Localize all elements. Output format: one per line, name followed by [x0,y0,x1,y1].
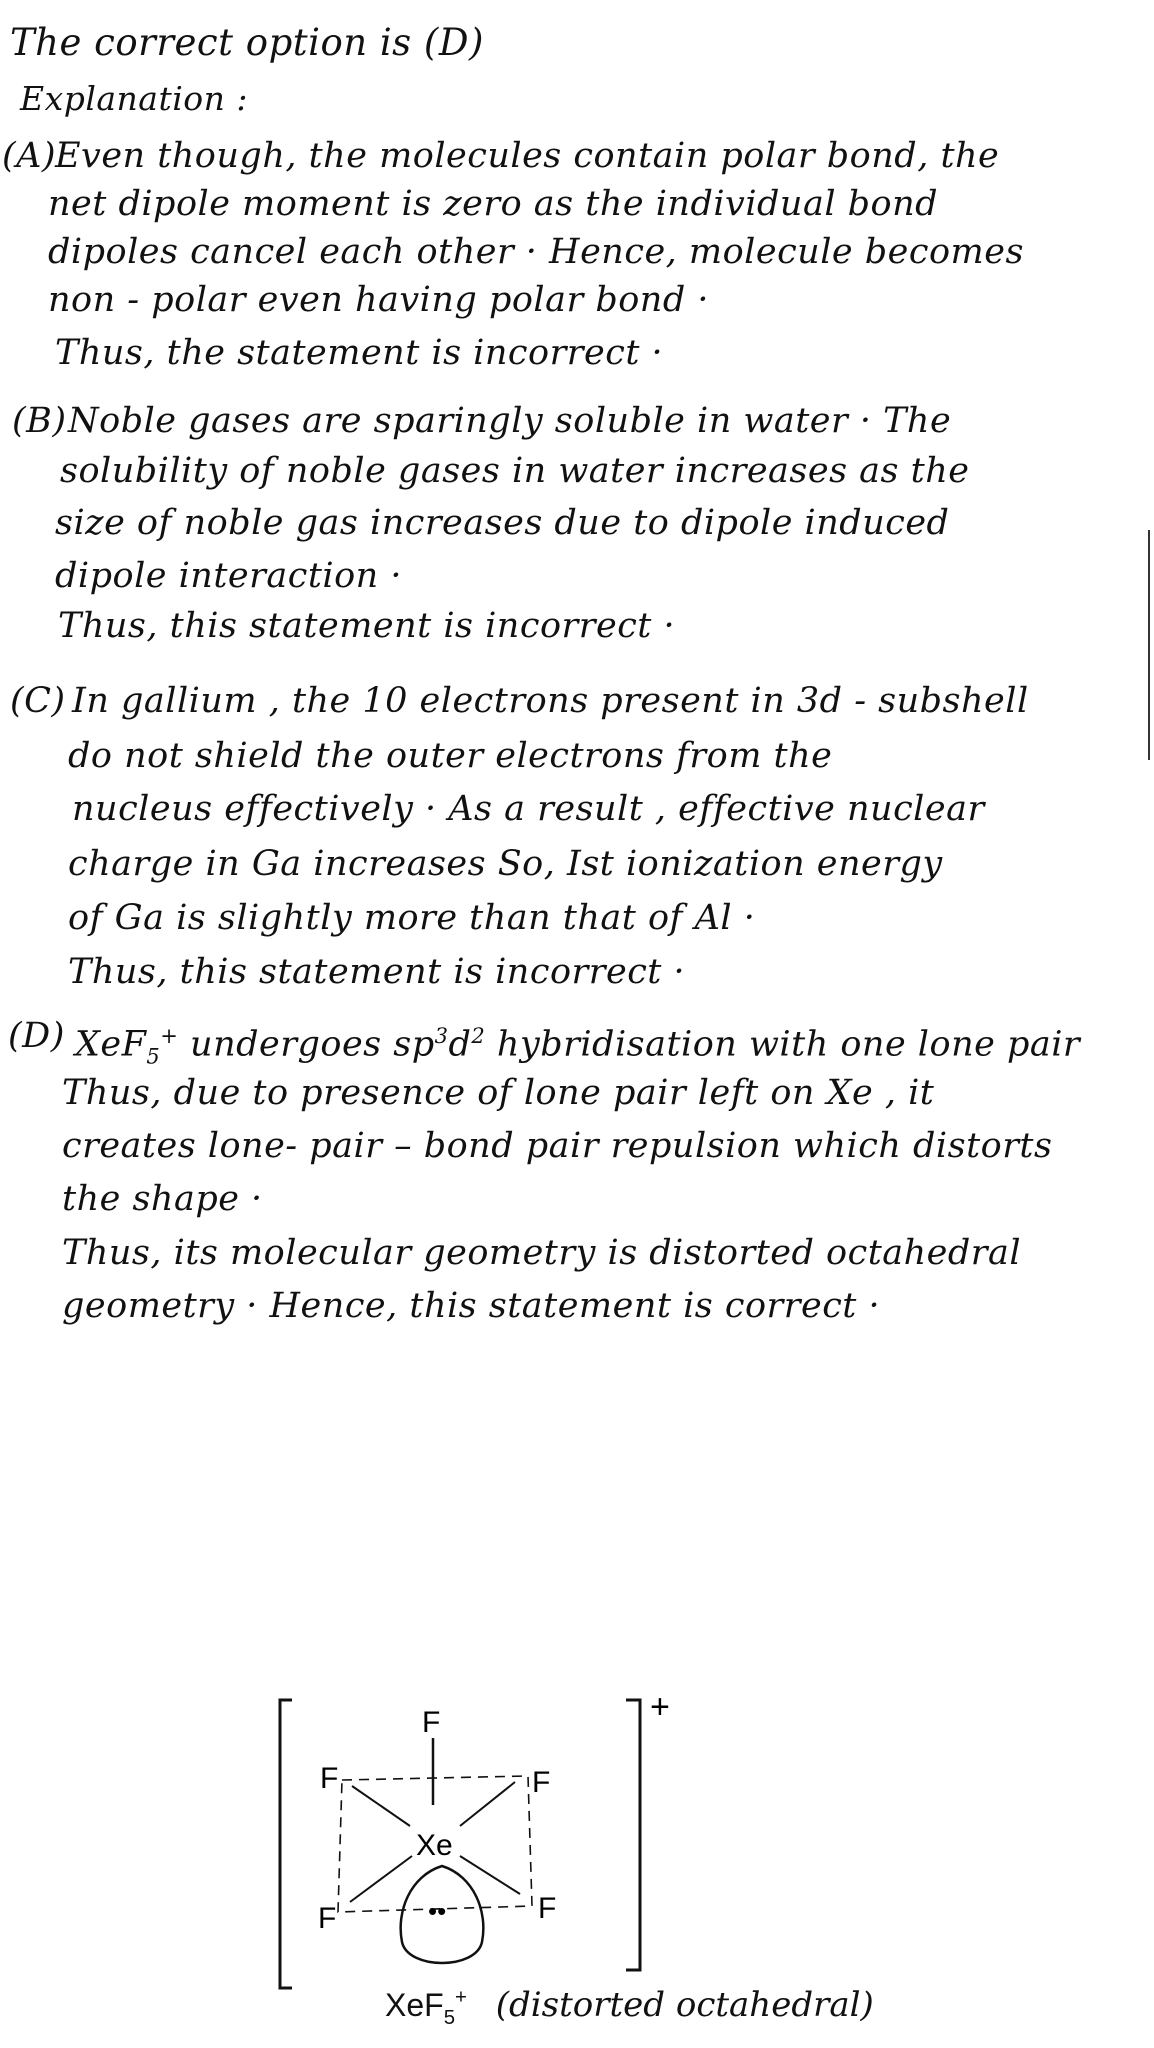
section-c-line: In gallium , the 10 electrons present in 3d - subshell [72,681,1029,721]
section-a-line: Even though, the molecules contain polar bond, the [55,136,1000,176]
section-a-line: non - polar even having polar bond · [48,280,710,320]
fluorine-atom: F [318,1902,337,1935]
section-d-line: creates lone- pair – bond pair repulsion which distorts [62,1126,1053,1166]
hybrid-sp: sp [393,1024,435,1065]
xenon-atom: Xe [416,1829,453,1862]
hybrid-sp-exponent: 3 [434,1024,449,1048]
section-c-line: of Ga is slightly more than that of Al · [68,898,756,938]
caption-subscript: 5 [443,2006,456,2029]
equatorial-bond [352,1786,410,1826]
section-d-line: geometry · Hence, this statement is correct · [62,1286,881,1326]
xef5-charge: + [160,1024,179,1048]
section-c-line: do not shield the outer electrons from the [68,736,833,776]
section-c-line: nucleus effectively · As a result , effective nuclear [72,789,985,829]
fluorine-atom: F [422,1706,441,1739]
hybrid-d-exponent: 2 [471,1024,486,1048]
section-b-line: dipole interaction · [55,556,402,596]
section-d-line: Thus, due to presence of lone pair left on Xe , it [62,1073,935,1113]
caption-formula: XeF [385,1987,444,2023]
equatorial-bond [350,1856,412,1902]
section-d-line [75,1015,1080,1078]
hybrid-d: d [448,1024,472,1065]
structure-svg [270,1680,730,2010]
lone-pair-electrons: •• [428,1896,447,1926]
section-b-line: size of noble gas increases due to dipole induced [55,503,950,543]
section-d-text: undergoes [178,1024,394,1065]
section-d-text: hybridisation with one lone pair [485,1024,1081,1065]
explanation-label: Explanation : [20,79,249,118]
section-c-line: Thus, this statement is incorrect · [68,952,686,992]
fluorine-atom: F [320,1762,339,1795]
section-a-line: net dipole moment is zero as the individual bond [48,184,939,224]
xef5-structure-diagram [270,1680,730,2010]
section-a-marker: (A) [2,136,57,176]
section-b-line: Thus, this statement is incorrect · [58,606,676,646]
section-d-line: Thus, its molecular geometry is distorted octahedral [62,1233,1022,1273]
answer-heading: The correct option is (D) [10,21,484,64]
xef5-formula: XeF [75,1024,147,1065]
section-b-marker: (B) [12,401,67,441]
scan-edge-mark [1148,530,1150,760]
section-d-line: the shape · [62,1179,263,1219]
diagram-caption [385,1985,874,2030]
equatorial-bond [460,1782,515,1826]
section-a-line: Thus, the statement is incorrect · [55,333,664,373]
section-d-marker: (D) [8,1016,65,1056]
charge-label: + [650,1688,670,1726]
section-c-marker: (C) [10,681,66,721]
section-b-line: solubility of noble gases in water increases as the [60,451,970,491]
section-c-line: charge in Ga increases So, Ist ionization energy [68,844,943,884]
caption-charge: + [455,1986,467,2009]
equatorial-bond [460,1856,520,1894]
section-a-line: dipoles cancel each other · Hence, molecule becomes [48,232,1024,272]
right-bracket [626,1700,640,1970]
section-b-line: Noble gases are sparingly soluble in water · The [68,401,952,441]
xef5-subscript: 5 [146,1044,161,1069]
fluorine-atom: F [538,1892,557,1925]
caption-text: (distorted octahedral) [495,1985,874,2025]
fluorine-atom: F [532,1766,551,1799]
left-bracket [280,1700,292,1988]
